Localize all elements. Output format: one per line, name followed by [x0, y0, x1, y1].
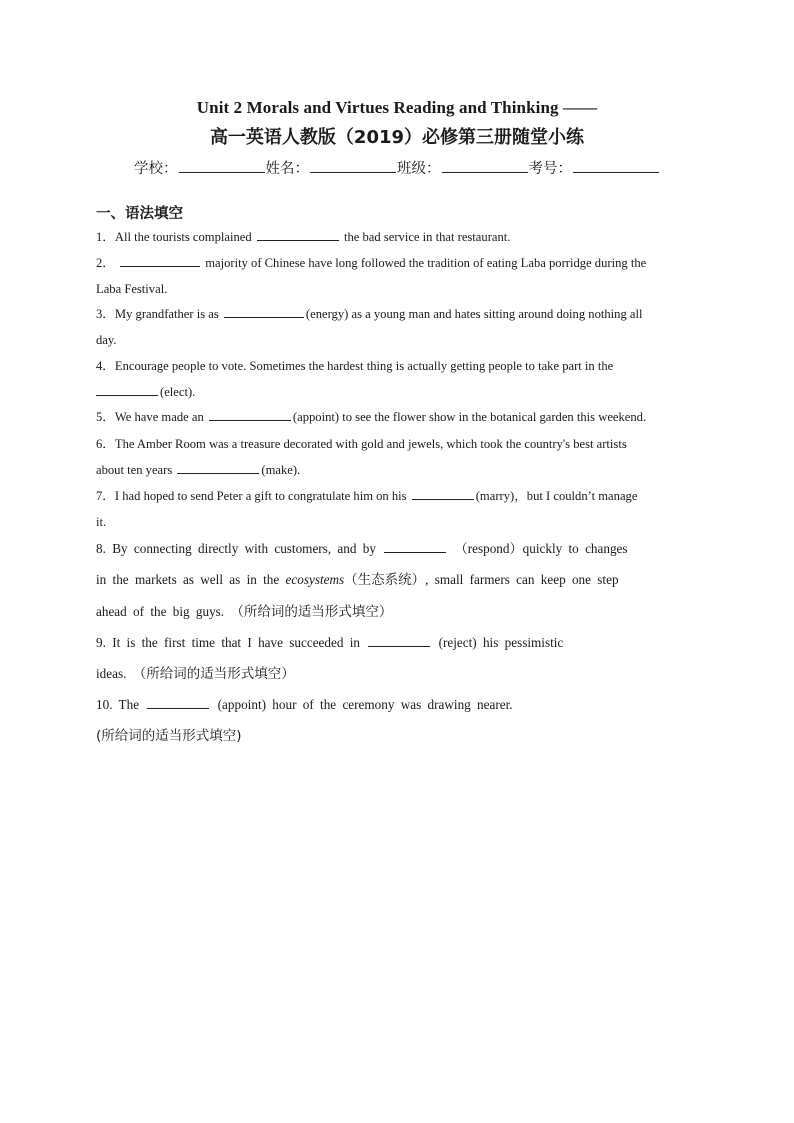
question-text: (appoint) hour of the ceremony was drawing nearer.: [217, 697, 513, 712]
question-instruction: (所给词的适当形式填空): [96, 728, 242, 744]
question-text: Encourage people to vote. Sometimes the hardest thing is actually getting people to take part in the: [114, 359, 614, 373]
question-number: 7．: [96, 489, 115, 503]
question-number: 1．: [96, 230, 115, 244]
question-7: [96, 483, 706, 535]
exam-no-blank[interactable]: [573, 158, 659, 173]
question-text: it.: [96, 515, 107, 529]
question-text: , small farmers can keep one step: [425, 572, 619, 587]
question-text: All the tourists complained: [114, 230, 252, 244]
question-number: 2．: [96, 256, 115, 270]
question-instruction: （所给词的适当形式填空）: [132, 666, 295, 682]
school-blank[interactable]: [179, 158, 265, 173]
answer-blank[interactable]: [384, 540, 446, 553]
question-number: 9.: [96, 635, 106, 650]
question-number: 10.: [96, 697, 113, 712]
answer-blank[interactable]: [177, 461, 259, 474]
question-6: [96, 431, 706, 483]
school-label: 学校：: [134, 161, 178, 177]
question-number: 5．: [96, 410, 115, 424]
question-text: in the markets as well as in the: [96, 572, 280, 587]
question-text: (appoint) to see the flower show in the botanical garden this weekend.: [292, 410, 647, 424]
answer-blank[interactable]: [120, 254, 200, 267]
question-text: (elect).: [160, 385, 196, 399]
answer-blank[interactable]: [257, 228, 339, 241]
question-text: It is the first time that I have succeeded in: [112, 635, 361, 650]
question-instruction: （所给词的适当形式填空）: [230, 604, 393, 620]
question-text: My grandfather is as: [114, 307, 219, 321]
question-text: the bad service in that restaurant.: [343, 230, 511, 244]
class-label: 班级：: [397, 161, 441, 177]
answer-blank[interactable]: [224, 305, 304, 318]
answer-blank[interactable]: [147, 696, 209, 709]
page-title-english: Unit 2 Morals and Virtues Reading and Thinking ——: [196, 98, 598, 117]
question-5: [96, 404, 706, 430]
question-text: We have made an: [114, 410, 204, 424]
student-info-line: [0, 158, 794, 180]
question-text-chinese: （生态系统）: [344, 572, 426, 588]
question-text: (make).: [261, 463, 301, 477]
question-text: majority of Chinese have long followed the tradition of eating Laba porridge during the: [205, 256, 647, 270]
question-8: [96, 533, 706, 628]
question-text: （respond）quickly to changes: [454, 541, 628, 556]
exam-no-label: 考号：: [528, 161, 572, 177]
question-number: 3．: [96, 307, 115, 321]
question-3: [96, 301, 706, 353]
question-number: 6．: [96, 437, 115, 451]
question-text: The: [118, 697, 140, 712]
question-9: [96, 627, 706, 690]
question-text: ahead of the big guys.: [96, 604, 225, 619]
section-heading: 一、语法填空: [96, 206, 183, 222]
answer-blank[interactable]: [96, 383, 158, 396]
question-text: (reject) his pessimistic: [438, 635, 564, 650]
question-text: day.: [96, 333, 117, 347]
question-text: I had hoped to send Peter a gift to congratulate him on his: [114, 489, 407, 503]
question-text: Laba Festival.: [96, 282, 168, 296]
question-number: 4．: [96, 359, 115, 373]
question-2: [96, 250, 706, 302]
name-label: 姓名：: [265, 161, 309, 177]
question-text: (energy) as a young man and hates sitting around doing nothing all: [305, 307, 643, 321]
question-1: [96, 224, 706, 250]
question-4: [96, 353, 706, 405]
page-title-chinese: 高一英语人教版（2019）必修第三册随堂小练: [209, 127, 585, 148]
question-text: By connecting directly with customers, and by: [112, 541, 376, 556]
class-blank[interactable]: [442, 158, 528, 173]
question-number: 8.: [96, 541, 106, 556]
answer-blank[interactable]: [209, 408, 291, 421]
answer-blank[interactable]: [368, 634, 430, 647]
question-10: [96, 689, 706, 752]
name-blank[interactable]: [310, 158, 396, 173]
answer-blank[interactable]: [412, 487, 474, 500]
question-text: (marry)，but I couldn’t manage: [475, 489, 638, 503]
question-text: ideas.: [96, 666, 127, 681]
question-text-italic: ecosystems: [285, 572, 345, 587]
question-text: about ten years: [96, 463, 173, 477]
question-text: The Amber Room was a treasure decorated with gold and jewels, which took the country's best artists: [114, 437, 627, 451]
